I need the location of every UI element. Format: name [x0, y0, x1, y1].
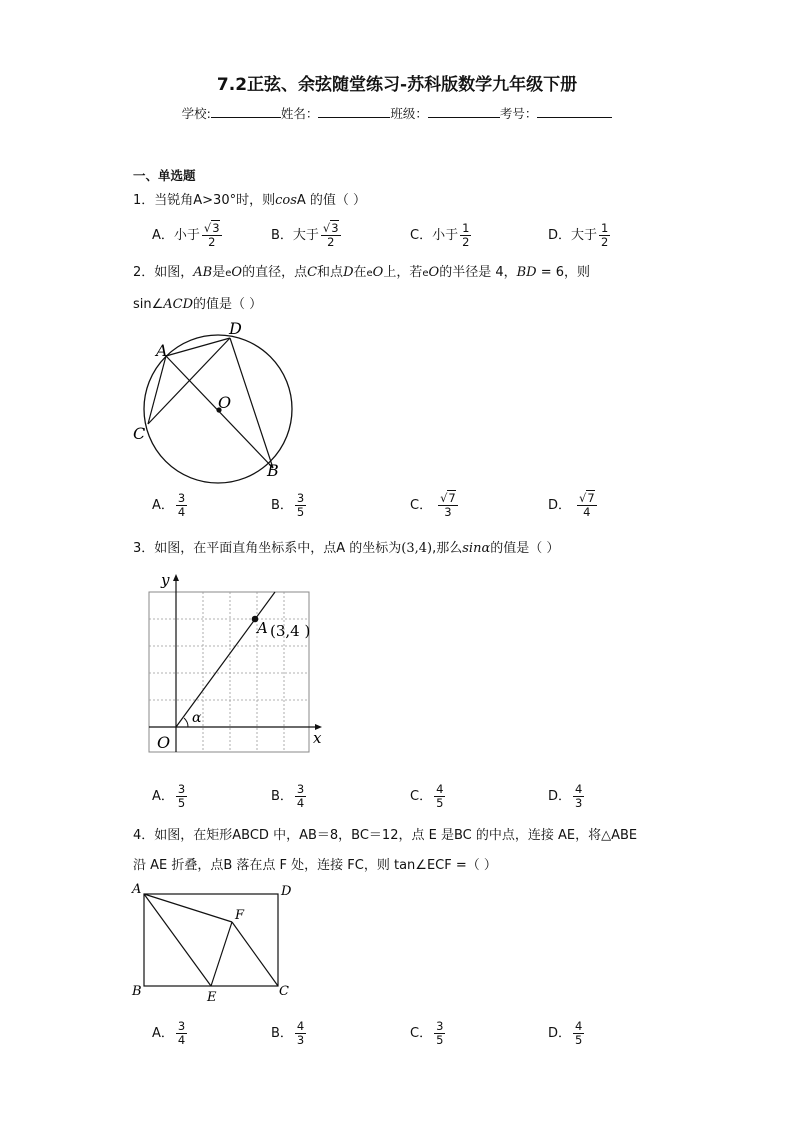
option-label: D．: [548, 1026, 572, 1041]
number-label: 考号：: [499, 106, 538, 121]
fraction: $\frac{√3}{2}$: [322, 221, 339, 249]
q1-text-c: A 的值（ ）: [296, 193, 367, 208]
option-label: A．: [152, 789, 174, 804]
label-c: C: [279, 984, 289, 999]
option-label: A．小于: [152, 228, 200, 243]
option-label: B．: [271, 789, 293, 804]
label-x: x: [313, 729, 322, 747]
option-label: D．大于: [548, 228, 598, 243]
option-label: B．: [271, 498, 293, 513]
school-label: 学校:: [181, 106, 211, 121]
label-alpha: α: [192, 710, 202, 726]
label-a: A: [132, 882, 142, 897]
q2-option-d[interactable]: [548, 492, 597, 519]
fraction: $\frac{3}{5}$: [296, 491, 305, 519]
option-label: D．: [548, 789, 572, 804]
coordinate-figure: [145, 570, 330, 755]
angle-arc: [184, 718, 188, 727]
fraction: $\frac{4}{3}$: [296, 1019, 305, 1047]
y-axis-arrow: [173, 574, 179, 581]
student-info-line: [0, 104, 794, 122]
fraction: $\frac{4}{3}$: [575, 782, 583, 810]
class-label: 班级：: [390, 106, 428, 121]
grid-border: [149, 592, 309, 752]
fraction: $\frac{1}{2}$: [462, 221, 470, 249]
fraction: $\frac{3}{5}$: [436, 1019, 444, 1047]
fraction: $\frac{4}{5}$: [575, 1019, 583, 1047]
q3-option-c[interactable]: [410, 783, 445, 810]
question-2-stem-line1: 2．如图，AB是eO的直径，点C和点D在eO上，若eO的半径是 4，BD = 6，则: [133, 265, 591, 280]
label-c: C: [133, 424, 146, 443]
question-3-stem: 3．如图，在平面直角坐标系中，点A 的坐标为(3,4),那么sinα的值是（ ）: [133, 541, 560, 556]
label-b: B: [132, 984, 142, 999]
fraction: $\frac{3}{4}$: [177, 491, 186, 519]
class-blank[interactable]: [428, 105, 500, 118]
segment-ef: [211, 922, 232, 986]
q3-option-d[interactable]: [548, 783, 584, 810]
grid-lines: [149, 592, 309, 752]
label-b: B: [267, 461, 279, 480]
option-label: D．: [548, 498, 572, 513]
segment-fc: [232, 922, 278, 986]
q3-option-b[interactable]: [271, 783, 306, 810]
q2-option-c[interactable]: [410, 492, 458, 519]
segment-ae: [144, 894, 211, 986]
label-y: y: [161, 571, 170, 589]
fraction: $\frac{3}{4}$: [296, 782, 305, 810]
label-o: O: [157, 733, 171, 752]
label-f: F: [235, 908, 245, 923]
q1-text-a: 1．当锐角A>30°时，则: [133, 193, 276, 208]
name-label: 姓名：: [280, 106, 319, 121]
label-o: O: [218, 393, 232, 412]
rectangle-abcd: [144, 894, 278, 986]
label-a: A: [156, 341, 168, 360]
chord-ad: [166, 338, 230, 356]
name-blank[interactable]: [318, 105, 390, 118]
label-a: A: [257, 619, 268, 637]
question-2-stem-line2: sin∠ACD的值是（ ）: [133, 297, 263, 312]
fraction: $\frac{√7}{3}$: [440, 491, 456, 519]
option-label: A．: [152, 498, 174, 513]
chord-db: [230, 338, 273, 468]
label-coord: (3,4 ): [270, 622, 311, 640]
label-d: D: [281, 884, 292, 899]
q1-option-b[interactable]: [271, 222, 341, 249]
segment-af: [144, 894, 232, 922]
q2-option-a[interactable]: [152, 492, 187, 519]
fraction: $\frac{√7}{4}$: [579, 491, 595, 519]
label-d: D: [229, 319, 242, 338]
option-label: B．大于: [271, 228, 319, 243]
number-blank[interactable]: [537, 105, 612, 118]
fraction: $\frac{1}{2}$: [601, 221, 609, 249]
fraction: $\frac{3}{5}$: [177, 782, 186, 810]
q4-option-a[interactable]: [152, 1020, 187, 1047]
question-1-stem: [133, 191, 366, 211]
section-title: 一、单选题: [133, 168, 196, 183]
q1-option-d[interactable]: [548, 222, 610, 249]
ray-oa: [176, 592, 275, 727]
q4-option-d[interactable]: [548, 1020, 584, 1047]
question-4-stem-line1: 4．如图，在矩形ABCD 中，AB＝8，BC＝12，点 E 是BC 的中点，连接 AE，将△ABE: [133, 828, 638, 843]
option-label: B．: [271, 1026, 293, 1041]
fraction: $\frac{4}{5}$: [436, 782, 444, 810]
q1-option-a[interactable]: [152, 222, 222, 249]
page-title: 7.2正弦、余弦随堂练习-苏科版数学九年级下册: [216, 75, 578, 95]
fraction: $\frac{3}{4}$: [177, 1019, 186, 1047]
question-4-stem-line2: 沿 AE 折叠，点B 落在点 F 处，连接 FC，则 tan∠ECF =（ ）: [133, 858, 497, 873]
fraction: $\frac{√3}{2}$: [203, 221, 220, 249]
option-label: A．: [152, 1026, 174, 1041]
q1-cos: cos: [275, 193, 297, 208]
school-blank[interactable]: [211, 105, 281, 118]
option-label: C．: [410, 498, 433, 513]
rectangle-figure: [128, 880, 303, 1005]
option-label: C．: [410, 789, 433, 804]
q3-option-a[interactable]: [152, 783, 187, 810]
q1-option-c[interactable]: [410, 222, 471, 249]
option-label: C．小于: [410, 228, 459, 243]
label-e: E: [207, 990, 217, 1005]
option-label: C．: [410, 1026, 433, 1041]
q2-option-b[interactable]: [271, 492, 306, 519]
q4-option-c[interactable]: [410, 1020, 445, 1047]
circle-figure: [128, 318, 308, 484]
q4-option-b[interactable]: [271, 1020, 306, 1047]
